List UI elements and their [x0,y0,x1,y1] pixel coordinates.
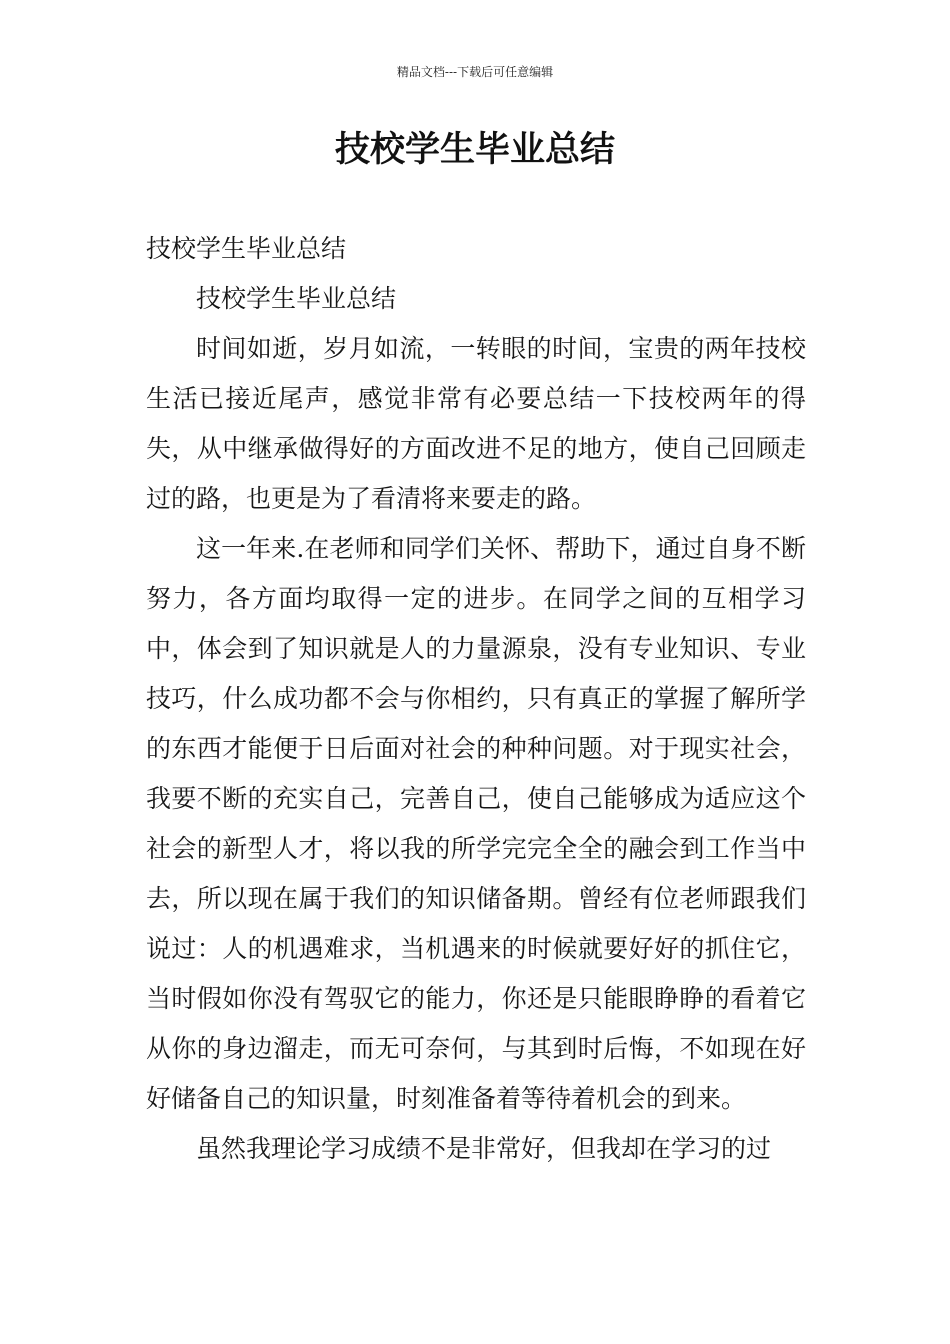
body-paragraph: 这一年来.在老师和同学们关怀、帮助下，通过自身不断努力，各方面均取得一定的进步。在同学之间的互相学习中，体会到了知识就是人的力量源泉，没有专业知识、专业技巧，什么成功都不会与你相约，只有真正的掌握了解所学的东西才能便于日后面对社会的种种问题。对于现实社会，我要不断的充实自己，完善自己，使自己能够成为适应这个社会的新型人才，将以我的所学完完全全的融会到工作当中去，所以现在属于我们的知识储备期。曾经有位老师跟我们说过：人的机遇难求，当机遇来的时候就要好好的抓住它，当时假如你没有驾驭它的能力，你还是只能眼睁睁的看着它从你的身边溜走，而无可奈何，与其到时后悔，不如现在好好储备自己的知识量，时刻准备着等待着机会的到来。 [146,534,806,1113]
body-heading-indented: 技校学生毕业总结 [196,284,397,313]
body-paragraph: 时间如逝，岁月如流，一转眼的时间，宝贵的两年技校生活已接近尾声，感觉非常有必要总结一下技校两年的得失，从中继承做得好的方面改进不足的地方，使自己回顾走过的路，也更是为了看清将来要走的路。 [146,334,806,513]
body-subtitle: 技校学生毕业总结 [146,234,347,263]
document-body [146,224,806,1174]
header-note: 精品文档---下载后可任意编辑 [396,65,554,79]
document-title: 技校学生毕业总结 [334,129,615,170]
body-paragraph: 虽然我理论学习成绩不是非常好，但我却在学习的过 [196,1134,772,1163]
